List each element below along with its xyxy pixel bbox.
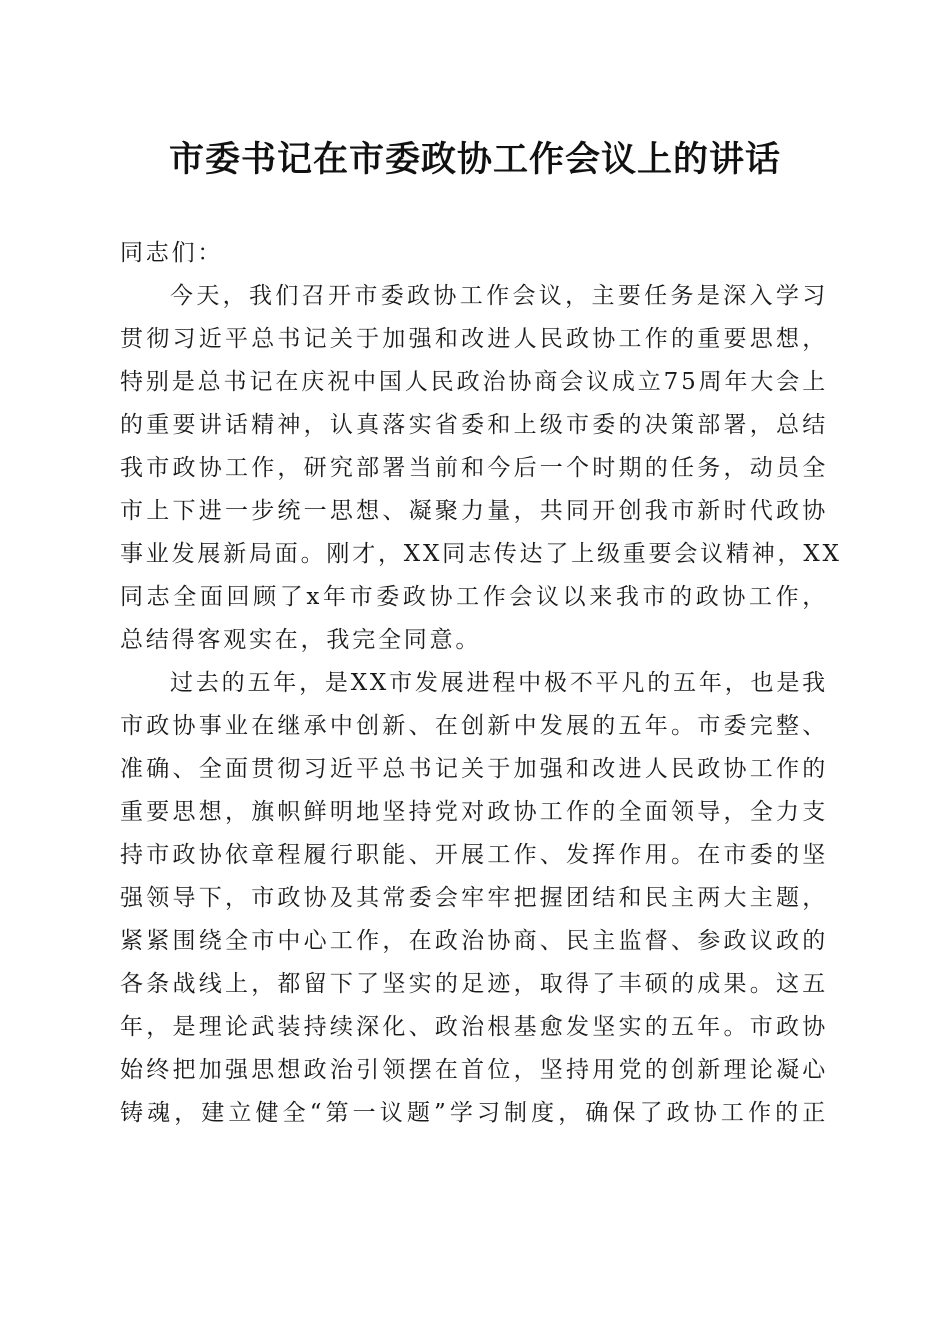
paragraph-line: 紧紧围绕全市中心工作，在政治协商、民主监督、参政议政的	[120, 928, 828, 954]
paragraph-line: 总结得客观实在，我完全同意。	[120, 627, 482, 653]
document-body	[120, 232, 842, 1135]
paragraph-line: 特别是总书记在庆祝中国人民政治协商会议成立75周年大会上	[120, 369, 828, 395]
paragraph-line: 重要思想，旗帜鲜明地坚持党对政协工作的全面领导，全力支	[120, 799, 828, 825]
paragraph-line: 强领导下，市政协及其常委会牢牢把握团结和民主两大主题，	[120, 885, 828, 911]
paragraph-line: 各条战线上，都留下了坚实的足迹，取得了丰硕的成果。这五	[120, 971, 828, 997]
paragraph-line: 我市政协工作，研究部署当前和今后一个时期的任务，动员全	[120, 455, 828, 481]
paragraph-2	[120, 662, 828, 1135]
paragraph-line: 始终把加强思想政治引领摆在首位，坚持用党的创新理论凝心	[120, 1057, 828, 1083]
paragraph-line: 贯彻习近平总书记关于加强和改进人民政协工作的重要思想，	[120, 326, 828, 352]
paragraph-line: 准确、全面贯彻习近平总书记关于加强和改进人民政协工作的	[120, 756, 828, 782]
paragraph-line: 今天，我们召开市委政协工作会议，主要任务是深入学习	[170, 283, 828, 309]
paragraph-line: 事业发展新局面。刚才，XX同志传达了上级重要会议精神，XX	[120, 541, 842, 567]
paragraph-line: 年，是理论武装持续深化、政治根基愈发坚实的五年。市政协	[120, 1014, 828, 1040]
salutation: 同志们：	[120, 240, 224, 266]
paragraph-line: 的重要讲话精神，认真落实省委和上级市委的决策部署，总结	[120, 412, 828, 438]
paragraph-line: 市政协事业在继承中创新、在创新中发展的五年。市委完整、	[120, 713, 828, 739]
document-title: 市委书记在市委政协工作会议上的讲话	[168, 139, 781, 180]
paragraph-line: 同志全面回顾了x年市委政协工作会议以来我市的政协工作，	[120, 584, 828, 610]
paragraph-line: 过去的五年，是XX市发展进程中极不平凡的五年，也是我	[170, 670, 828, 696]
paragraph-line: 铸魂，建立健全“第一议题”学习制度，确保了政协工作的正	[120, 1100, 828, 1126]
paragraph-line: 市上下进一步统一思想、凝聚力量，共同开创我市新时代政协	[120, 498, 828, 524]
paragraph-1	[120, 275, 842, 662]
paragraph-line: 持市政协依章程履行职能、开展工作、发挥作用。在市委的坚	[120, 842, 828, 868]
